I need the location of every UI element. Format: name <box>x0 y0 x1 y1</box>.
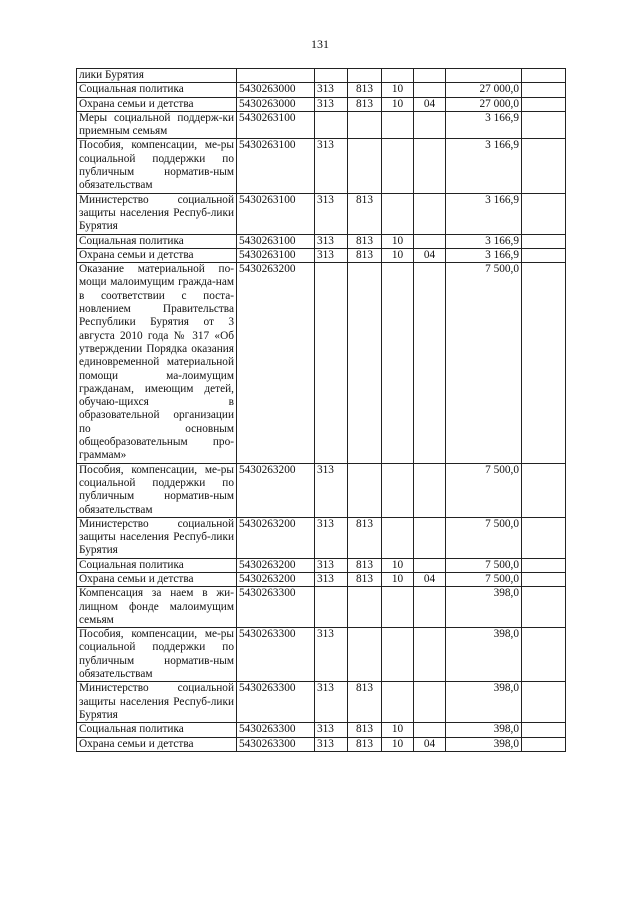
row-sec <box>382 111 414 139</box>
row-extra <box>522 737 566 751</box>
row-sub <box>414 682 446 723</box>
row-vr: 313 <box>315 463 348 517</box>
row-sub: 04 <box>414 572 446 586</box>
row-vr <box>315 111 348 139</box>
row-extra <box>522 628 566 682</box>
row-vr <box>315 263 348 463</box>
row-ven: 813 <box>348 234 382 248</box>
row-extra <box>522 83 566 97</box>
row-amount: 3 166,9 <box>446 234 522 248</box>
row-sec <box>382 463 414 517</box>
row-code: 5430263200 <box>237 517 315 558</box>
row-sub <box>414 263 446 463</box>
table-row <box>77 111 566 139</box>
row-code: 5430263300 <box>237 723 315 737</box>
budget-table-body <box>77 69 566 752</box>
row-ven <box>348 263 382 463</box>
row-ven: 813 <box>348 682 382 723</box>
row-ven <box>348 139 382 193</box>
row-vr: 313 <box>315 628 348 682</box>
row-code: 5430263300 <box>237 737 315 751</box>
row-sub <box>414 69 446 83</box>
row-name: Охрана семьи и детства <box>77 737 237 751</box>
row-extra <box>522 572 566 586</box>
table-row <box>77 572 566 586</box>
row-amount: 3 166,9 <box>446 193 522 234</box>
row-extra <box>522 558 566 572</box>
row-sec: 10 <box>382 572 414 586</box>
row-code <box>237 69 315 83</box>
row-name: Охрана семьи и детства <box>77 97 237 111</box>
row-extra <box>522 463 566 517</box>
row-name: Социальная политика <box>77 558 237 572</box>
table-row <box>77 263 566 463</box>
row-code: 5430263200 <box>237 463 315 517</box>
row-name: Компенсация за наем в жи-лищном фонде малоимущим семьям <box>77 587 237 628</box>
row-vr: 313 <box>315 234 348 248</box>
row-extra <box>522 248 566 262</box>
row-name: Министерство социальной защиты населения Респуб-лики Бурятия <box>77 193 237 234</box>
row-name: Пособия, компенсации, ме-ры социальной поддержки по публичным норматив-ным обязательствам <box>77 628 237 682</box>
row-extra <box>522 97 566 111</box>
row-extra <box>522 111 566 139</box>
row-code: 5430263100 <box>237 111 315 139</box>
page-number: 131 <box>311 37 329 51</box>
table-row <box>77 234 566 248</box>
table-row <box>77 737 566 751</box>
row-ven: 813 <box>348 558 382 572</box>
row-sub: 04 <box>414 248 446 262</box>
row-extra <box>522 682 566 723</box>
row-code: 5430263200 <box>237 572 315 586</box>
table-row <box>77 193 566 234</box>
table-row <box>77 517 566 558</box>
row-ven <box>348 587 382 628</box>
row-code: 5430263000 <box>237 97 315 111</box>
table-row <box>77 463 566 517</box>
row-vr: 313 <box>315 517 348 558</box>
row-ven <box>348 69 382 83</box>
row-ven <box>348 111 382 139</box>
row-ven: 813 <box>348 97 382 111</box>
table-row <box>77 139 566 193</box>
row-amount: 398,0 <box>446 723 522 737</box>
row-vr: 313 <box>315 83 348 97</box>
row-sec <box>382 69 414 83</box>
table-row <box>77 83 566 97</box>
row-vr <box>315 587 348 628</box>
row-ven: 813 <box>348 193 382 234</box>
row-amount: 7 500,0 <box>446 572 522 586</box>
row-ven: 813 <box>348 572 382 586</box>
row-sec: 10 <box>382 248 414 262</box>
row-ven <box>348 628 382 682</box>
row-amount: 398,0 <box>446 737 522 751</box>
row-sub <box>414 111 446 139</box>
table-row <box>77 248 566 262</box>
row-sub <box>414 139 446 193</box>
row-ven: 813 <box>348 248 382 262</box>
row-extra <box>522 234 566 248</box>
row-vr <box>315 69 348 83</box>
row-sub <box>414 517 446 558</box>
row-ven: 813 <box>348 517 382 558</box>
table-row <box>77 97 566 111</box>
row-sec <box>382 682 414 723</box>
row-extra <box>522 139 566 193</box>
row-sec: 10 <box>382 234 414 248</box>
row-vr: 313 <box>315 682 348 723</box>
row-amount: 3 166,9 <box>446 111 522 139</box>
row-amount: 7 500,0 <box>446 463 522 517</box>
row-sec: 10 <box>382 558 414 572</box>
row-code: 5430263300 <box>237 682 315 723</box>
table-row <box>77 69 566 83</box>
row-code: 5430263300 <box>237 587 315 628</box>
row-code: 5430263100 <box>237 193 315 234</box>
row-name: Пособия, компенсации, ме-ры социальной поддержки по публичным норматив-ным обязательствам <box>77 463 237 517</box>
row-sec <box>382 139 414 193</box>
row-code: 5430263100 <box>237 234 315 248</box>
row-sec: 10 <box>382 737 414 751</box>
row-sub <box>414 628 446 682</box>
row-name: Социальная политика <box>77 723 237 737</box>
row-vr: 313 <box>315 572 348 586</box>
row-amount: 3 166,9 <box>446 139 522 193</box>
row-name: Охрана семьи и детства <box>77 248 237 262</box>
row-vr: 313 <box>315 139 348 193</box>
row-name: Оказание материальной по-мощи малоимущим гражда-нам в соответствии с поста-новлением Правительства Республики Бурятия от 3 августа 2010 года № 317 «Об утверждении Порядка оказания единовременной материальной помощи ма-лоимущим гражданам, имеющим детей, обучаю-щихся в образовательной организации по основным общеобразовательным про-граммам» <box>77 263 237 463</box>
row-sub <box>414 193 446 234</box>
row-sec: 10 <box>382 83 414 97</box>
row-code: 5430263200 <box>237 558 315 572</box>
budget-table <box>76 68 566 752</box>
row-name: Социальная политика <box>77 83 237 97</box>
row-extra <box>522 263 566 463</box>
row-name: Охрана семьи и детства <box>77 572 237 586</box>
row-amount: 398,0 <box>446 628 522 682</box>
row-sec: 10 <box>382 723 414 737</box>
row-vr: 313 <box>315 193 348 234</box>
row-name: Социальная политика <box>77 234 237 248</box>
row-name: Пособия, компенсации, ме-ры социальной поддержки по публичным норматив-ным обязательствам <box>77 139 237 193</box>
row-extra <box>522 517 566 558</box>
row-sub <box>414 723 446 737</box>
row-ven: 813 <box>348 83 382 97</box>
table-row <box>77 587 566 628</box>
row-amount: 7 500,0 <box>446 517 522 558</box>
row-vr: 313 <box>315 97 348 111</box>
row-sub <box>414 587 446 628</box>
row-amount: 398,0 <box>446 587 522 628</box>
row-sec <box>382 193 414 234</box>
row-code: 5430263300 <box>237 628 315 682</box>
table-row <box>77 723 566 737</box>
row-ven <box>348 463 382 517</box>
row-sub <box>414 234 446 248</box>
row-amount: 7 500,0 <box>446 263 522 463</box>
row-sub: 04 <box>414 97 446 111</box>
row-amount: 3 166,9 <box>446 248 522 262</box>
row-code: 5430263100 <box>237 248 315 262</box>
row-ven: 813 <box>348 737 382 751</box>
row-sub <box>414 558 446 572</box>
row-extra <box>522 69 566 83</box>
row-vr: 313 <box>315 723 348 737</box>
row-amount: 27 000,0 <box>446 97 522 111</box>
row-code: 5430263000 <box>237 83 315 97</box>
row-code: 5430263200 <box>237 263 315 463</box>
table-row <box>77 628 566 682</box>
row-amount <box>446 69 522 83</box>
table-row <box>77 558 566 572</box>
row-sec <box>382 517 414 558</box>
table-row <box>77 682 566 723</box>
row-sec <box>382 587 414 628</box>
row-vr: 313 <box>315 248 348 262</box>
row-code: 5430263100 <box>237 139 315 193</box>
row-sub <box>414 83 446 97</box>
row-vr: 313 <box>315 558 348 572</box>
row-sec <box>382 628 414 682</box>
row-extra <box>522 193 566 234</box>
row-extra <box>522 587 566 628</box>
row-vr: 313 <box>315 737 348 751</box>
row-extra <box>522 723 566 737</box>
row-name: Министерство социальной защиты населения Респуб-лики Бурятия <box>77 517 237 558</box>
row-amount: 27 000,0 <box>446 83 522 97</box>
row-amount: 398,0 <box>446 682 522 723</box>
row-sub <box>414 463 446 517</box>
row-name: лики Бурятия <box>77 69 237 83</box>
row-ven: 813 <box>348 723 382 737</box>
row-amount: 7 500,0 <box>446 558 522 572</box>
row-name: Министерство социальной защиты населения Респуб-лики Бурятия <box>77 682 237 723</box>
row-name: Меры социальной поддерж-ки приемным семьям <box>77 111 237 139</box>
row-sub: 04 <box>414 737 446 751</box>
row-sec <box>382 263 414 463</box>
row-sec: 10 <box>382 97 414 111</box>
